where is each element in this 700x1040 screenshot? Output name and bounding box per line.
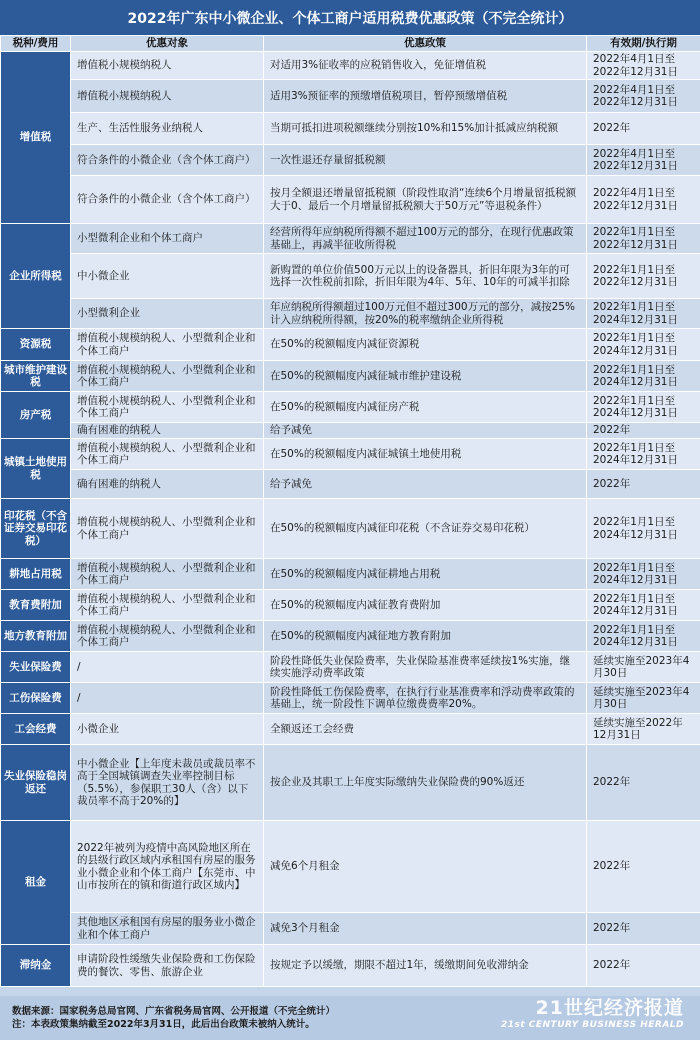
table-row xyxy=(1,652,700,683)
period-cell: 2022年1月1日至2024年12月31日 xyxy=(587,361,700,392)
target-cell: 生产、生活性服务业纳税人 xyxy=(71,113,264,145)
category-cell: 工会经费 xyxy=(1,714,71,745)
header-target: 优惠对象 xyxy=(71,36,264,52)
target-cell: 小微企业 xyxy=(71,714,264,745)
policy-cell: 在50%的税额幅度内减征资源税 xyxy=(264,329,587,361)
period-cell: 2022年1月1日至2022年12月31日 xyxy=(587,224,700,254)
category-cell: 印花税（不含证券交易印花税） xyxy=(1,499,71,559)
target-cell: 增值税小规模纳税人、小型微利企业和个体工商户 xyxy=(71,361,264,392)
category-cell: 失业保险费 xyxy=(1,652,71,683)
target-cell: 增值税小规模纳税人 xyxy=(71,80,264,113)
period-cell: 2022年1月1日至2024年12月31日 xyxy=(587,439,700,470)
period-cell: 2022年 xyxy=(587,821,700,913)
category-cell: 租金 xyxy=(1,821,71,945)
policy-cell: 在50%的税额幅度内减征耕地占用税 xyxy=(264,559,587,590)
policy-cell: 按企业及其职工上年度实际缴纳失业保险费的90%返还 xyxy=(264,745,587,821)
period-cell: 2022年 xyxy=(587,470,700,499)
period-cell: 2022年1月1日至2024年12月31日 xyxy=(587,299,700,329)
policy-cell: 一次性退还存量留抵税额 xyxy=(264,145,587,176)
policy-cell: 按月全额退还增量留抵税额（阶段性取消“连续6个月增量留抵税额大于0、最后一个月增量留抵税额大于50万元”等退税条件） xyxy=(264,176,587,224)
table-row xyxy=(1,224,700,254)
target-cell: 增值税小规模纳税人、小型微利企业和个体工商户 xyxy=(71,559,264,590)
header-policy: 优惠政策 xyxy=(264,36,587,52)
table-row xyxy=(1,80,700,113)
category-cell: 失业保险稳岗返还 xyxy=(1,745,71,821)
policy-cell: 给予减免 xyxy=(264,423,587,439)
policy-cell: 年应纳税所得额超过100万元但不超过300万元的部分，减按25%计入应纳税所得额，按20%的税率缴纳企业所得税 xyxy=(264,299,587,329)
period-cell: 2022年 xyxy=(587,945,700,987)
category-cell: 滞纳金 xyxy=(1,945,71,987)
target-cell: 2022年被列为疫情中高风险地区所在的县级行政区域内承租国有房屋的服务业小微企业和个体工商户【东莞市、中山市按所在的镇和街道行政区域内】 xyxy=(71,821,264,913)
tax-policy-table xyxy=(0,35,700,987)
publisher-logo xyxy=(501,996,684,1031)
policy-cell: 全额返还工会经费 xyxy=(264,714,587,745)
target-cell: 其他地区承租国有房屋的服务业小微企业和个体工商户 xyxy=(71,913,264,945)
period-cell: 2022年 xyxy=(587,745,700,821)
logo-chinese: 21世纪经济报道 xyxy=(535,997,684,1019)
period-cell: 2022年 xyxy=(587,913,700,945)
policy-cell: 经营所得年应纳税所得额不超过100万元的部分，在现行优惠政策基础上，再减半征收所得税 xyxy=(264,224,587,254)
target-cell: / xyxy=(71,652,264,683)
target-cell: 增值税小规模纳税人、小型微利企业和个体工商户 xyxy=(71,499,264,559)
table-row xyxy=(1,470,700,499)
table-row xyxy=(1,423,700,439)
page-title: 2022年广东中小微企业、个体工商户适用税费优惠政策（不完全统计） xyxy=(0,0,700,35)
policy-cell: 在50%的税额幅度内减征房产税 xyxy=(264,392,587,423)
target-cell: 申请阶段性缓缴失业保险费和工伤保险费的餐饮、零售、旅游企业 xyxy=(71,945,264,987)
period-cell: 2022年4月1日至2022年12月31日 xyxy=(587,176,700,224)
category-cell: 增值税 xyxy=(1,52,71,224)
target-cell: 小型微利企业 xyxy=(71,299,264,329)
category-cell: 教育费附加 xyxy=(1,590,71,621)
policy-cell: 阶段性降低失业保险费率，失业保险基准费率延续按1%实施，继续实施浮动费率政策 xyxy=(264,652,587,683)
target-cell: / xyxy=(71,683,264,714)
policy-cell: 适用3%预征率的预缴增值税项目，暂停预缴增值税 xyxy=(264,80,587,113)
header-period: 有效期/执行期 xyxy=(587,36,700,52)
policy-cell: 给予减免 xyxy=(264,470,587,499)
table-row xyxy=(1,745,700,821)
policy-cell: 阶段性降低工伤保险费率，在执行行业基准费率和浮动费率政策的基础上，统一阶段性下调单位缴费费率20%。 xyxy=(264,683,587,714)
footer xyxy=(0,996,700,1040)
target-cell: 符合条件的小微企业（含个体工商户） xyxy=(71,145,264,176)
table-row xyxy=(1,299,700,329)
policy-cell: 当期可抵扣进项税额继续分别按10%和15%加计抵减应纳税额 xyxy=(264,113,587,145)
policy-cell: 新购置的单位价值500万元以上的设备器具，折旧年限为3年的可选择一次性税前扣除，折旧年限为4年、5年、10年的可减半扣除 xyxy=(264,254,587,299)
policy-cell: 在50%的税额幅度内减征地方教育附加 xyxy=(264,621,587,652)
target-cell: 确有困难的纳税人 xyxy=(71,423,264,439)
period-cell: 2022年 xyxy=(587,113,700,145)
policy-cell: 按规定予以缓缴，期限不超过1年，缓缴期间免收滞纳金 xyxy=(264,945,587,987)
category-cell: 耕地占用税 xyxy=(1,559,71,590)
period-cell: 2022年4月1日至2022年12月31日 xyxy=(587,80,700,113)
period-cell: 延续实施至2022年12月31日 xyxy=(587,714,700,745)
table-row xyxy=(1,913,700,945)
policy-cell: 减免3个月租金 xyxy=(264,913,587,945)
target-cell: 增值税小规模纳税人、小型微利企业和个体工商户 xyxy=(71,621,264,652)
period-cell: 2022年4月1日至2022年12月31日 xyxy=(587,52,700,80)
table-row xyxy=(1,361,700,392)
table-row xyxy=(1,683,700,714)
period-cell: 2022年 xyxy=(587,423,700,439)
target-cell: 符合条件的小微企业（含个体工商户） xyxy=(71,176,264,224)
table-row xyxy=(1,145,700,176)
table-row xyxy=(1,113,700,145)
target-cell: 中小微企业【上年度未裁员或裁员率不高于全国城镇调查失业率控制目标（5.5%），参保职工30人（含）以下裁员率不高于20%的】 xyxy=(71,745,264,821)
period-cell: 2022年1月1日至2024年12月31日 xyxy=(587,329,700,361)
policy-cell: 在50%的税额幅度内减征城市维护建设税 xyxy=(264,361,587,392)
category-cell: 企业所得税 xyxy=(1,224,71,329)
target-cell: 小型微利企业和个体工商户 xyxy=(71,224,264,254)
category-cell: 地方教育附加 xyxy=(1,621,71,652)
table-row xyxy=(1,621,700,652)
footnote: 注：本表政策集纳截至2022年3月31日，此后出台政策未被纳入统计。 xyxy=(12,1019,315,1030)
target-cell: 增值税小规模纳税人、小型微利企业和个体工商户 xyxy=(71,439,264,470)
table-row xyxy=(1,329,700,361)
policy-cell: 减免6个月租金 xyxy=(264,821,587,913)
period-cell: 2022年1月1日至2022年12月31日 xyxy=(587,254,700,299)
table-row xyxy=(1,176,700,224)
period-cell: 2022年1月1日至2024年12月31日 xyxy=(587,559,700,590)
table-row xyxy=(1,439,700,470)
period-cell: 2022年4月1日至2022年12月31日 xyxy=(587,145,700,176)
table-row xyxy=(1,559,700,590)
table-row xyxy=(1,714,700,745)
category-cell: 房产税 xyxy=(1,392,71,439)
period-cell: 2022年1月1日至2024年12月31日 xyxy=(587,392,700,423)
policy-cell: 在50%的税额幅度内减征城镇土地使用税 xyxy=(264,439,587,470)
target-cell: 确有困难的纳税人 xyxy=(71,470,264,499)
period-cell: 延续实施至2023年4月30日 xyxy=(587,683,700,714)
period-cell: 2022年1月1日至2024年12月31日 xyxy=(587,499,700,559)
target-cell: 中小微企业 xyxy=(71,254,264,299)
category-cell: 资源税 xyxy=(1,329,71,361)
table-row xyxy=(1,590,700,621)
target-cell: 增值税小规模纳税人 xyxy=(71,52,264,80)
header-tax-type: 税种/费用 xyxy=(1,36,71,52)
period-cell: 2022年1月1日至2024年12月31日 xyxy=(587,621,700,652)
target-cell: 增值税小规模纳税人、小型微利企业和个体工商户 xyxy=(71,590,264,621)
data-source: 数据来源：国家税务总局官网、广东省税务局官网、公开报道（不完全统计） xyxy=(12,1006,336,1017)
category-cell: 城市维护建设税 xyxy=(1,361,71,392)
table-row xyxy=(1,945,700,987)
table-row xyxy=(1,499,700,559)
table-row xyxy=(1,254,700,299)
table-header-row xyxy=(1,36,700,52)
period-cell: 2022年1月1日至2024年12月31日 xyxy=(587,590,700,621)
target-cell: 增值税小规模纳税人、小型微利企业和个体工商户 xyxy=(71,329,264,361)
policy-cell: 在50%的税额幅度内减征教育费附加 xyxy=(264,590,587,621)
period-cell: 延续实施至2023年4月30日 xyxy=(587,652,700,683)
table-row xyxy=(1,821,700,913)
category-cell: 城镇土地使用税 xyxy=(1,439,71,499)
policy-cell: 对适用3%征收率的应税销售收入，免征增值税 xyxy=(264,52,587,80)
target-cell: 增值税小规模纳税人、小型微利企业和个体工商户 xyxy=(71,392,264,423)
category-cell: 工伤保险费 xyxy=(1,683,71,714)
logo-english: 21st CENTURY BUSINESS HERALD xyxy=(500,1020,684,1030)
table-row xyxy=(1,392,700,423)
policy-cell: 在50%的税额幅度内减征印花税（不含证券交易印花税） xyxy=(264,499,587,559)
table-row xyxy=(1,52,700,80)
